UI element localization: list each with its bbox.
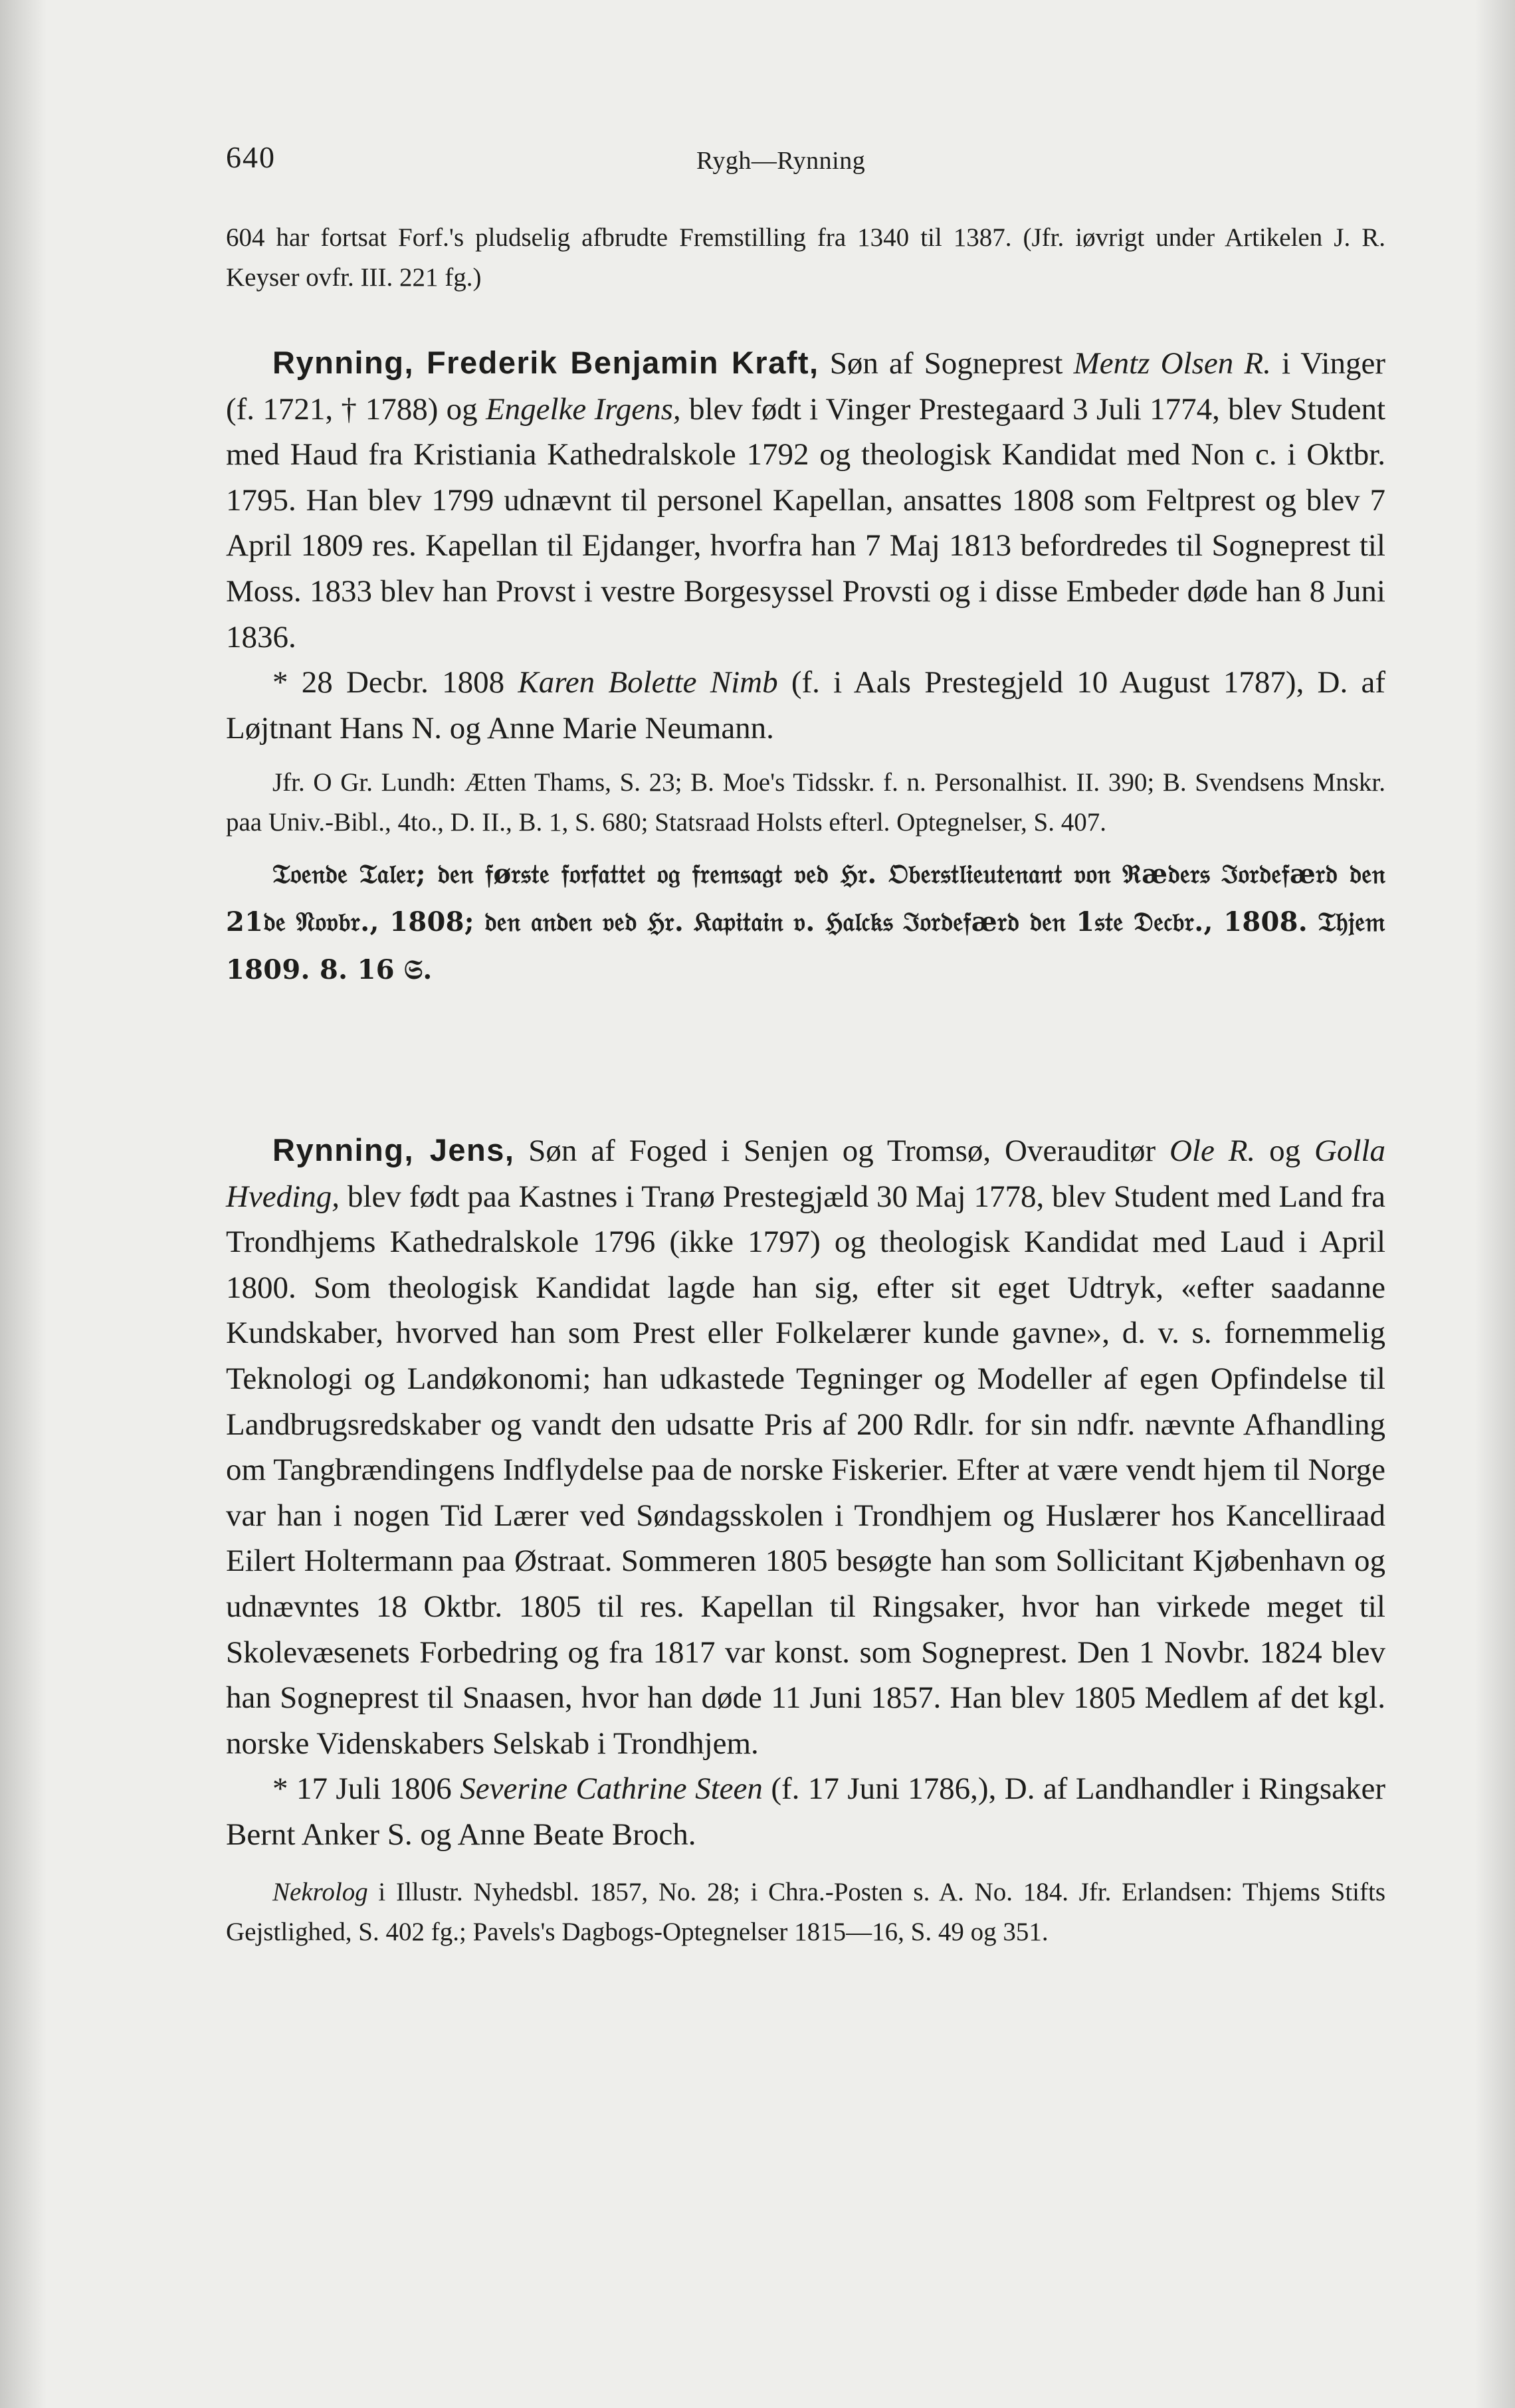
entry-heading-name: Rynning, Jens,	[272, 1132, 515, 1167]
entry-heading-name: Rynning, Frederik Benjamin Kraft,	[272, 345, 819, 380]
carryover-text: 604 har fortsat Forf.'s pludselig afbrudte Fremstilling fra 1340 til 1387. (Jfr. iøvrigt under Artikelen J. R. Keyser ovfr. III. 221 fg.)	[226, 223, 1385, 292]
father-name: Ole R.	[1169, 1134, 1256, 1168]
mother-name: Engelke Irgens,	[485, 391, 681, 427]
entry-paragraph: Rynning, Frederik Benjamin Kraft, Søn af Sogneprest Mentz Olsen R. i Vinger (f. 1721, † 1788) og Engelke Irgens, blev født i Vinger Prestegaard 3 Juli 1774, blev Student med Haud fra Kristiania Kathedralskole 1792 og theologisk Kandidat med Non c. i Oktbr. 1795. Han blev 1799 udnævnt til personel Kapellan, ansattes 1808 som Feltprest og blev 7 April 1809 res. Kapellan til Ejdanger, hvorfra han 7 Maj 1813 befordredes til Sogneprest til Moss. 1833 blev han Provst i vestre Borgesyssel Provsti og i disse Embeder døde han 8 Juni 1836.	[226, 345, 1386, 654]
page-number: 640	[226, 140, 276, 174]
mother-name: Golla Hveding,	[226, 1134, 1386, 1214]
spouse-name: Severine Cathrine Steen	[460, 1771, 763, 1807]
marriage-paragraph: * 28 Decbr. 1808 Karen Bolette Nimb (f. i Aals Prestegjeld 10 August 1787), D. af Løjtnant Hans N. og Anne Marie Neumann.	[226, 665, 1385, 746]
publication-fraktur: 𝔗𝔬𝔢𝔫𝔡𝔢 𝔗𝔞𝔩𝔢𝔯; 𝔡𝔢𝔫 𝔣ø𝔯𝔰𝔱𝔢 𝔣𝔬𝔯𝔣𝔞𝔱𝔱𝔢𝔱 𝔬𝔤 𝔣𝔯𝔢𝔪𝔰𝔞𝔤𝔱 𝔳𝔢𝔡 ℌ𝔯. 𝔒𝔟𝔢𝔯𝔰𝔱𝔩𝔦𝔢𝔲𝔱𝔢𝔫𝔞𝔫𝔱 𝔳𝔬𝔫 ℜæ𝔡𝔢𝔯𝔰 ℑ𝔬𝔯𝔡𝔢𝔣æ𝔯𝔡 𝔡𝔢𝔫 21𝔡𝔢 𝔑𝔬𝔳𝔟𝔯., 1808; 𝔡𝔢𝔫 𝔞𝔫𝔡𝔢𝔫 𝔳𝔢𝔡 ℌ𝔯. 𝔎𝔞𝔭𝔦𝔱𝔞𝔦𝔫 𝔳. ℌ𝔞𝔩𝔠𝔨𝔰 ℑ𝔬𝔯𝔡𝔢𝔣æ𝔯𝔡 𝔡𝔢𝔫 1𝔰𝔱𝔢 𝔇𝔢𝔠𝔟𝔯., 1808. 𝔗𝔥𝔧𝔢𝔪 1809. 8. 16 𝔖.	[226, 858, 1385, 986]
carryover-block	[226, 218, 1385, 298]
entry-jens-rynning	[226, 1128, 1385, 1952]
entry-paragraph: Rynning, Jens, Søn af Foged i Senjen og Tromsø, Overauditør Ole R. og Golla Hveding, blev født paa Kastnes i Tranø Prestegjæld 30 Maj 1778, blev Student med Land fra Trondhjems Kathedralskole 1796 (ikke 1797) og theologisk Kandidat med Laud i April 1800. Som theologisk Kandidat lagde han sig, efter sit eget Udtryk, «efter saadanne Kundskaber, hvorved han som Prest eller Folkelærer kunde gavne», d. v. s. fornemmelig Teknologi og Landøkonomi; han udkastede Tegninger og Modeller af egen Opfindelse til Landbrugsredskaber og vandt den udsatte Pris af 200 Rdlr. for sin ndfr. nævnte Afhandling om Tangbrændingens Indflydelse paa de norske Fiskerier. Efter at være vendt hjem til Norge var han i nogen Tid Lærer ved Søndagsskolen i Trondhjem og Huslærer hos Kancelliraad Eilert Holtermann paa Østraat. Sommeren 1805 besøgte han som Sollicitant Kjøbenhavn og udnævntes 18 Oktbr. 1805 til res. Kapellan til Ringsaker, hvor han virkede meget til Skolevæsenets Forbedring og fra 1817 var konst. som Sogneprest. Den 1 Novbr. 1824 blev han Sogneprest til Snaasen, hvor han døde 11 Juni 1857. Han blev 1805 Medlem af det kgl. norske Videnskabers Selskab i Trondhjem.	[226, 1132, 1386, 1761]
running-title: Rygh—Rynning	[696, 147, 866, 175]
father-name: Mentz Olsen R.	[1073, 346, 1271, 381]
spouse-name: Karen Bolette Nimb	[518, 665, 778, 700]
references: Nekrolog i Illustr. Nyhedsbl. 1857, No. 28; i Chra.-Posten s. A. No. 184. Jfr. Erlandsen: Thjems Stifts Gejstlighed, S. 402 fg.; Pavels's Dagbogs-Optegnelser 1815—16, S. 49 og 351.	[226, 1877, 1385, 1946]
entry-frederik-rynning	[226, 340, 1385, 994]
references: Jfr. O Gr. Lundh: Ætten Thams, S. 23; B. Moe's Tidsskr. f. n. Personalhist. II. 390; B. Svendsens Mnskr. paa Univ.-Bibl., 4to., D. II., B. 1, S. 680; Statsraad Holsts efterl. Optegnelser, S. 407.	[226, 768, 1385, 837]
marriage-paragraph: * 17 Juli 1806 Severine Cathrine Steen (f. 17 Juni 1786,), D. af Landhandler i Ringsaker Bernt Anker S. og Anne Beate Broch.	[226, 1771, 1385, 1852]
